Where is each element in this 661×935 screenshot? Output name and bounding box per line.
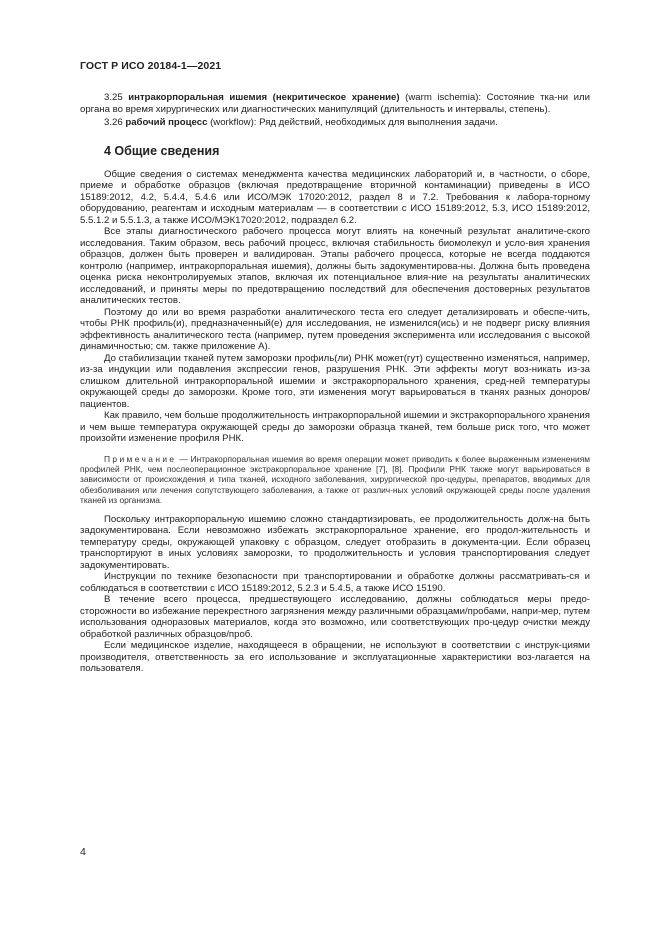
definition-term: интракорпоральная ишемия (некритическое хранение) <box>128 92 400 103</box>
body-paragraph: До стабилизации тканей путем заморозки профиль(ли) РНК может(гут) существенно изменяться, например, из-за индукции или подавления экспрессии генов, разрушения РНК. Эти эффекты могут воз-никать из-за слишком длительной интракорпоральной ишемии и экстракорпорального хранения, сред-ней температуры окружающей среды до заморозки. Кроме того, эти изменения могут варьироваться в тканях разных доноров/пациентов. <box>80 352 590 410</box>
definition-number: 3.25 <box>104 92 123 103</box>
body-paragraph: Общие сведения о системах менеджмента качества медицинских лабораторий и, в частности, о сборе, приеме и обработке образцов (включая предотвращение вторичной контаминации) приведены в ИСО 15189:2012, 4.2, 5.4.4, 5.4.6 или ИСО/МЭК 17020:2012, раздел 8 и 7.2. Требования к лабора-торному оборудованию, реагентам и исходным материалам — в соответствии с ИСО 15189:2012, 5.3, ИСО 15189:2012, 5.5.1.2 и 5.5.1.3, а также ИСО/МЭК17020:2012, подраздел 6.2. <box>80 168 590 226</box>
note-label: Примечание <box>104 453 177 464</box>
page-number: 4 <box>80 846 86 858</box>
page-content <box>80 92 590 675</box>
body-paragraph: Поэтому до или во время разработки аналитического теста его следует детализировать и обеспе-чить, чтобы РНК профиль(и), предназначенный(е) для исследования, не изменился(ись) и не подверг риску влияния эффективность аналитического теста (например, путем проведения эксперимента или исследования с высокой динамичностью; см. также приложение А). <box>80 306 590 352</box>
note-text: — Интракорпоральная ишемия во время операции может приводить к более выраженным изменениям профилей РНК, чем послеоперационное экстракорпоральное хранение [7], [8]. Профили РНК также могут варьироваться в зависимости от происхождения и типа тканей, исходного заболевания, хирургической про-цедуры, препаратов, вводимых для обезболивания или лечения сопутствующего заболевания, а также от различ-ных условий окружающей среды после удаления тканей из организма. <box>80 453 590 506</box>
definition-text: (warm ischemia): Состояние тка-ни или органа во время хирургических или диагностических манипуляций (длительность и интервалы, степень). <box>80 92 590 115</box>
definition-3-25 <box>80 92 590 115</box>
definition-3-26 <box>80 117 590 129</box>
body-paragraph: Поскольку интракорпоральную ишемию сложно стандартизировать, ее продолжительность долж-на быть задокументирована. Если невозможно избежать экстракорпоральное хранение, его продол-жительность и температуру среды, окружающей упаковку с образцом, следует отобразить в документа-ции. Если образец транспортируют в иных условиях заморозки, то продолжительность и условия транспортирования следует задокументировать. <box>80 513 590 571</box>
body-paragraph: В течение всего процесса, предшествующего исследованию, должны соблюдаться меры предо-сторожности во избежание перекрестного загрязнения между различными образцами/пробами, напри-мер, путем использования одноразовых материалов, когда это возможно, или соответствующих про-цедур очистки между обработкой различных образцов/проб. <box>80 594 590 640</box>
definition-text: (workflow): Ряд действий, необходимых для выполнения задачи. <box>207 117 498 128</box>
definition-number: 3.26 <box>104 117 123 128</box>
body-paragraph: Если медицинское изделие, находящееся в обращении, не используют в соответствии с инструк-циями производителя, ответственность за его использование и эксплуатационные характеристики воз-лагается на пользователя. <box>80 640 590 675</box>
standard-header: ГОСТ Р ИСО 20184-1—2021 <box>80 60 222 72</box>
section-heading: 4 Общие сведения <box>104 143 220 158</box>
definition-term: рабочий процесс <box>125 117 208 128</box>
body-paragraph: Все этапы диагностического рабочего процесса могут влиять на конечный результат аналитиче-ского исследования. Таким образом, весь рабочий процесс, включая стабильность биомолекул и усло-вия хранения образцов, должен быть проверен и валидирован. Этапы рабочего процесса, которые не всегда поддаются контролю (например, интракорпоральная ишемия), должны быть задокументирова-ны. Должна быть проведена оценка риска неконтролируемых этапов, включая их потенциальное влия-ние на результаты аналитических исследований, и приняты меры по предотвращению последствий для обеспечения достоверных результатов аналитических тестов. <box>80 226 590 306</box>
body-paragraph: Как правило, чем больше продолжительность интракорпоральной ишемии и экстракорпорального хранения и чем выше температура окружающей среды до заморозки образца тканей, тем больше риск того, что может произойти изменение профиля РНК. <box>80 410 590 444</box>
body-paragraph: Инструкции по технике безопасности при транспортировании и обработке должны рассматривать-ся и соблюдаться в соответствии с ИСО 15189:2012, 5.2.3 и 5.4.5, а также ИСО 15190. <box>80 571 590 594</box>
note-block <box>80 454 590 506</box>
